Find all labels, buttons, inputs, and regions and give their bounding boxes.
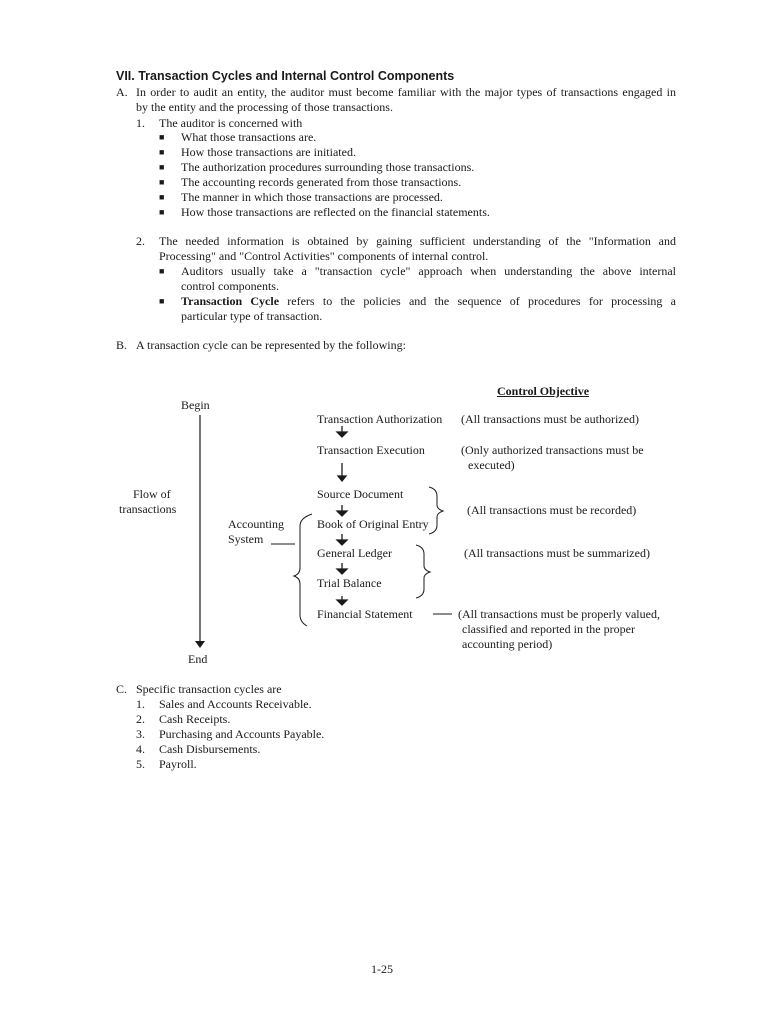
- item-2-line2: Processing" and "Control Activities" components of internal control.: [159, 249, 489, 263]
- down-arrow-icon: [337, 600, 347, 605]
- accounting-label-line1: Accounting: [228, 517, 284, 531]
- list-item: Cash Receipts.: [159, 712, 231, 726]
- item-2-bullet1-line2: control components.: [181, 279, 279, 293]
- objective-executed-line1: (Only authorized transactions must be: [461, 443, 644, 457]
- list-item: What those transactions are.: [181, 130, 317, 144]
- section-a-line2: by the entity and the processing of those transactions.: [136, 100, 393, 114]
- bullet-icon: ■: [159, 296, 165, 306]
- step-transaction-execution: Transaction Execution: [317, 443, 425, 457]
- bullet-icon: ■: [159, 266, 165, 276]
- list-item: Payroll.: [159, 757, 197, 771]
- step-source-document: Source Document: [317, 487, 404, 501]
- bullet-icon: ■: [159, 177, 165, 187]
- item-2-line1: The needed information is obtained by gaining sufficient understanding of the "Information and: [159, 234, 676, 248]
- definition-text: refers to the policies and the sequence of procedures for processing a: [279, 294, 676, 308]
- down-arrow-icon: [338, 476, 346, 481]
- down-arrow-icon: [337, 569, 347, 574]
- section-c-text: Specific transaction cycles are: [136, 682, 282, 696]
- term-transaction-cycle: Transaction Cycle: [181, 294, 280, 308]
- list-item: Sales and Accounts Receivable.: [159, 697, 312, 711]
- list-item-number: 3.: [136, 727, 145, 741]
- end-label: End: [188, 652, 208, 666]
- list-item: The accounting records generated from those transactions.: [181, 175, 462, 189]
- list-item-number: 1.: [136, 697, 145, 711]
- objective-summarized: (All transactions must be summarized): [464, 546, 650, 560]
- flow-arrow-icon: [195, 641, 205, 648]
- section-b-text: A transaction cycle can be represented by the following:: [136, 338, 406, 352]
- objective-recorded: (All transactions must be recorded): [467, 503, 637, 517]
- list-item-number: 2.: [136, 712, 145, 726]
- list-item: How those transactions are reflected on the financial statements.: [181, 205, 490, 219]
- step-trial-balance: Trial Balance: [317, 576, 382, 590]
- step-book-of-original-entry: Book of Original Entry: [317, 517, 429, 531]
- list-item: How those transactions are initiated.: [181, 145, 356, 159]
- objective-valued-line1: (All transactions must be properly valued,: [458, 607, 660, 621]
- bullet-icon: ■: [159, 132, 165, 142]
- down-arrow-icon: [337, 511, 347, 516]
- section-a-label: A.: [116, 85, 128, 99]
- section-c-label: C.: [116, 682, 128, 696]
- item-1-number: 1.: [136, 116, 145, 130]
- list-item: The manner in which those transactions are processed.: [181, 190, 443, 204]
- objective-authorized: (All transactions must be authorized): [461, 412, 639, 426]
- objective-valued-line3: accounting period): [462, 637, 553, 651]
- page-number: 1-25: [371, 962, 393, 976]
- bullet-icon: ■: [159, 147, 165, 157]
- list-item-number: 4.: [136, 742, 145, 756]
- section-b-label: B.: [116, 338, 128, 352]
- step-general-ledger: General Ledger: [317, 546, 392, 560]
- item-2-bullet2-line2: particular type of transaction.: [181, 309, 323, 323]
- down-arrow-icon: [337, 432, 347, 437]
- bullet-icon: ■: [159, 162, 165, 172]
- list-item: The authorization procedures surrounding those transactions.: [181, 160, 475, 174]
- objective-executed-line2: executed): [468, 458, 515, 472]
- accounting-label-line2: System: [228, 532, 264, 546]
- bullet-icon: ■: [159, 192, 165, 202]
- list-item-number: 5.: [136, 757, 145, 771]
- item-2-bullet1-line1: Auditors usually take a "transaction cycle" approach when understanding the above internal: [181, 264, 676, 278]
- section-a-line1: In order to audit an entity, the auditor must become familiar with the major types of transactions engaged in: [136, 85, 676, 99]
- list-item: Cash Disbursements.: [159, 742, 261, 756]
- item-2-number: 2.: [136, 234, 145, 248]
- item-1-text: The auditor is concerned with: [159, 116, 303, 130]
- control-objective-heading: Control Objective: [497, 384, 590, 398]
- down-arrow-icon: [337, 540, 347, 545]
- flow-label-line1: Flow of: [133, 487, 171, 501]
- step-financial-statement: Financial Statement: [317, 607, 413, 621]
- flow-label-line2: transactions: [119, 502, 177, 516]
- list-item: Purchasing and Accounts Payable.: [159, 727, 325, 741]
- step-transaction-authorization: Transaction Authorization: [317, 412, 443, 426]
- objective-valued-line2: classified and reported in the proper: [462, 622, 635, 636]
- page-heading: VII. Transaction Cycles and Internal Control Components: [116, 69, 455, 83]
- bullet-icon: ■: [159, 207, 165, 217]
- begin-label: Begin: [181, 398, 210, 412]
